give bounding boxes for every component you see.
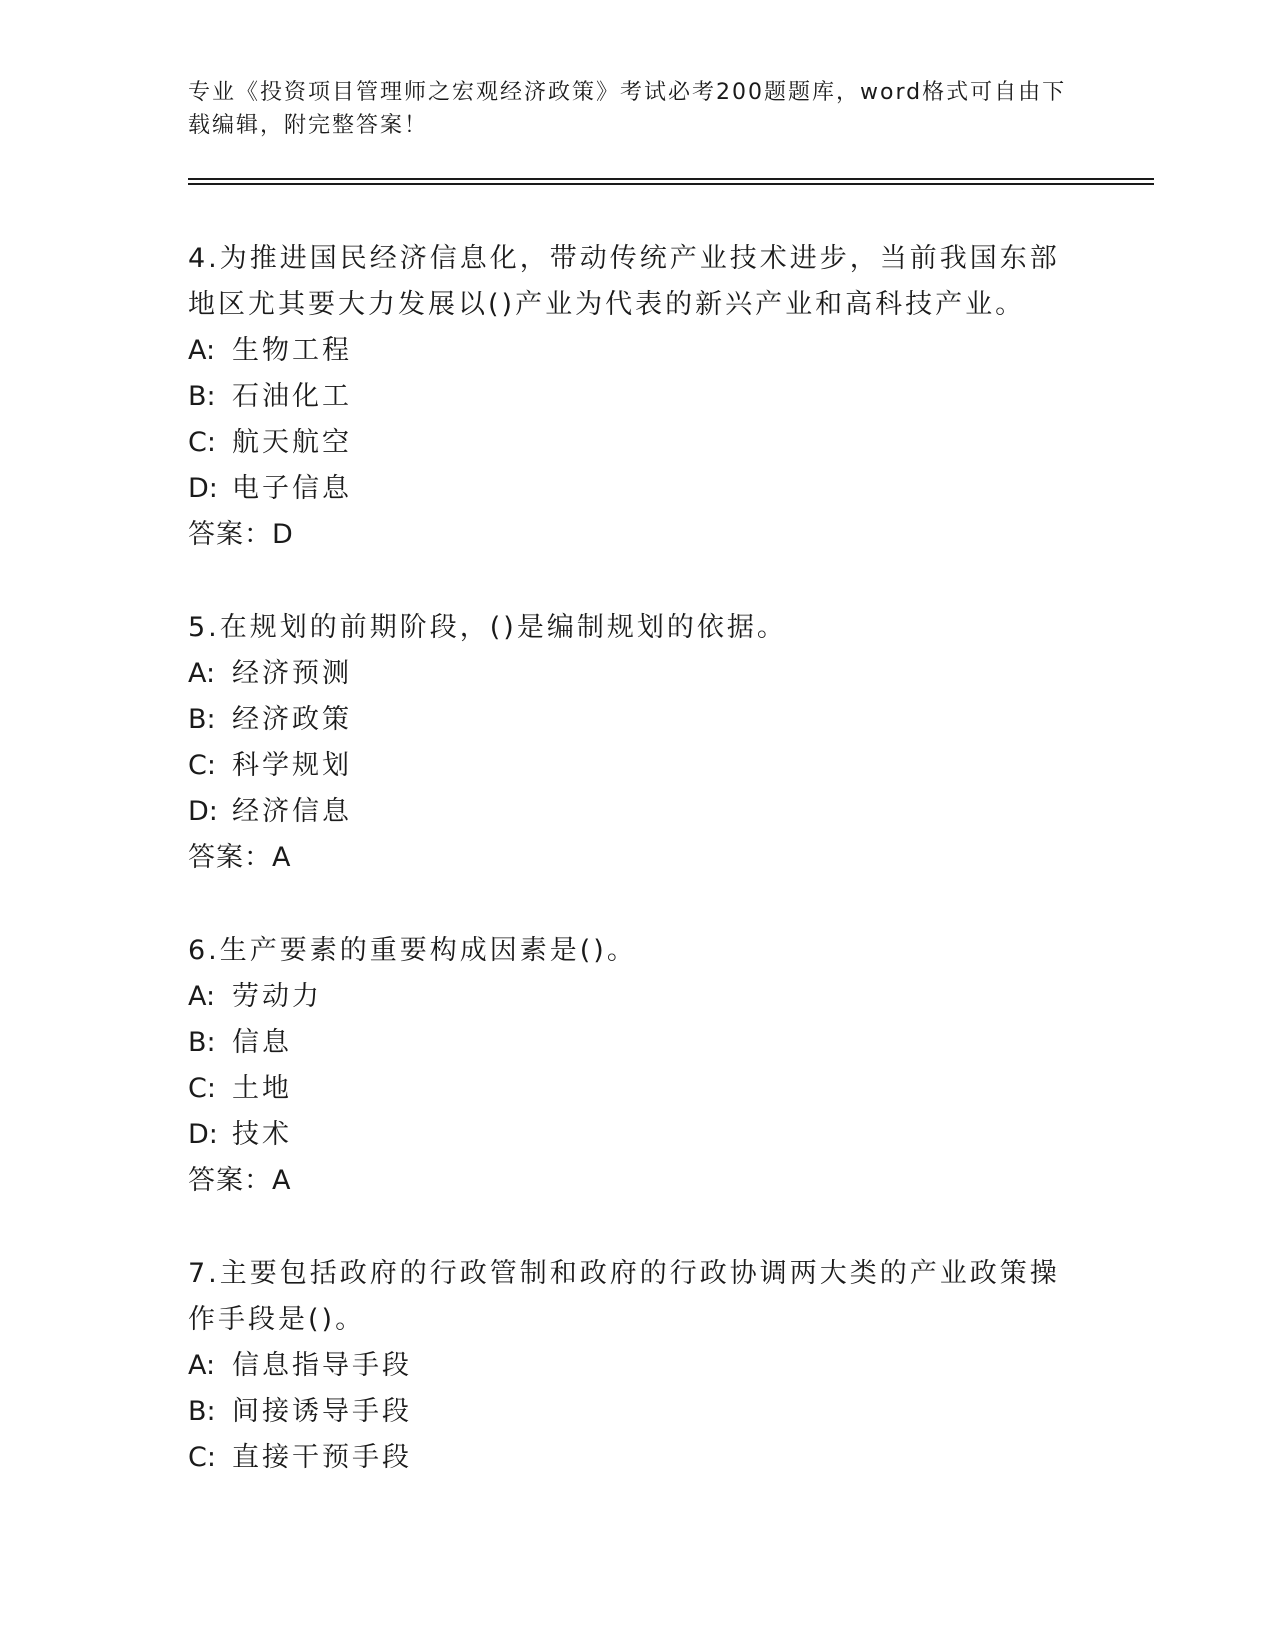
- option-key: D:: [188, 796, 218, 827]
- option-a: [188, 974, 1068, 1020]
- question-item: [188, 1251, 1068, 1481]
- option-key: C:: [188, 1442, 216, 1473]
- option-text: 信息指导手段: [232, 1350, 412, 1381]
- question-stem: 7.主要包括政府的行政管制和政府的行政协调两大类的产业政策操作手段是()。: [188, 1258, 1060, 1335]
- answer-label: 答案：: [188, 1165, 272, 1196]
- option-key: B:: [188, 1396, 216, 1427]
- answer-line: [188, 835, 1068, 881]
- option-text: 科学规划: [232, 750, 352, 781]
- option-text: 航天航空: [232, 427, 352, 458]
- question-stem: 4.为推进国民经济信息化，带动传统产业技术进步，当前我国东部地区尤其要大力发展以()产业为代表的新兴产业和高科技产业。: [188, 243, 1060, 320]
- header-divider-bottom: [188, 183, 1154, 185]
- answer-value: D: [272, 519, 294, 550]
- option-key: A:: [188, 981, 216, 1012]
- header-divider-top: [188, 178, 1154, 180]
- option-key: C:: [188, 1073, 216, 1104]
- option-b: [188, 1389, 1068, 1435]
- question-item: [188, 928, 1068, 1204]
- option-text: 土地: [232, 1073, 292, 1104]
- option-c: [188, 420, 1068, 466]
- option-key: B:: [188, 1027, 216, 1058]
- option-b: [188, 697, 1068, 743]
- option-key: D:: [188, 473, 218, 504]
- document-header: [188, 76, 1068, 142]
- option-b: [188, 374, 1068, 420]
- option-text: 电子信息: [232, 473, 352, 504]
- option-c: [188, 1435, 1068, 1481]
- option-a: [188, 651, 1068, 697]
- option-key: B:: [188, 704, 216, 735]
- option-text: 石油化工: [232, 381, 352, 412]
- option-text: 经济信息: [232, 796, 352, 827]
- option-text: 劳动力: [232, 981, 322, 1012]
- option-b: [188, 1020, 1068, 1066]
- option-key: B:: [188, 381, 216, 412]
- option-d: [188, 789, 1068, 835]
- option-key: A:: [188, 658, 216, 689]
- option-key: C:: [188, 427, 216, 458]
- option-text: 间接诱导手段: [232, 1396, 412, 1427]
- option-key: A:: [188, 1350, 216, 1381]
- option-text: 经济预测: [232, 658, 352, 689]
- header-text: 专业《投资项目管理师之宏观经济政策》考试必考200题题库，word格式可自由下载编辑，附完整答案！: [188, 80, 1067, 138]
- answer-value: A: [272, 1165, 292, 1196]
- answer-label: 答案：: [188, 842, 272, 873]
- option-c: [188, 1066, 1068, 1112]
- option-key: C:: [188, 750, 216, 781]
- answer-value: A: [272, 842, 292, 873]
- option-c: [188, 743, 1068, 789]
- question-stem: 6.生产要素的重要构成因素是()。: [188, 935, 637, 966]
- option-a: [188, 1343, 1068, 1389]
- option-key: A:: [188, 335, 216, 366]
- answer-label: 答案：: [188, 519, 272, 550]
- option-a: [188, 328, 1068, 374]
- option-d: [188, 466, 1068, 512]
- option-text: 信息: [232, 1027, 292, 1058]
- answer-line: [188, 512, 1068, 558]
- option-text: 经济政策: [232, 704, 352, 735]
- question-item: [188, 605, 1068, 881]
- question-item: [188, 236, 1068, 558]
- option-text: 直接干预手段: [232, 1442, 412, 1473]
- question-list: [188, 236, 1068, 1528]
- answer-line: [188, 1158, 1068, 1204]
- question-stem: 5.在规划的前期阶段，()是编制规划的依据。: [188, 612, 787, 643]
- option-text: 技术: [232, 1119, 292, 1150]
- option-text: 生物工程: [232, 335, 352, 366]
- option-d: [188, 1112, 1068, 1158]
- option-key: D:: [188, 1119, 218, 1150]
